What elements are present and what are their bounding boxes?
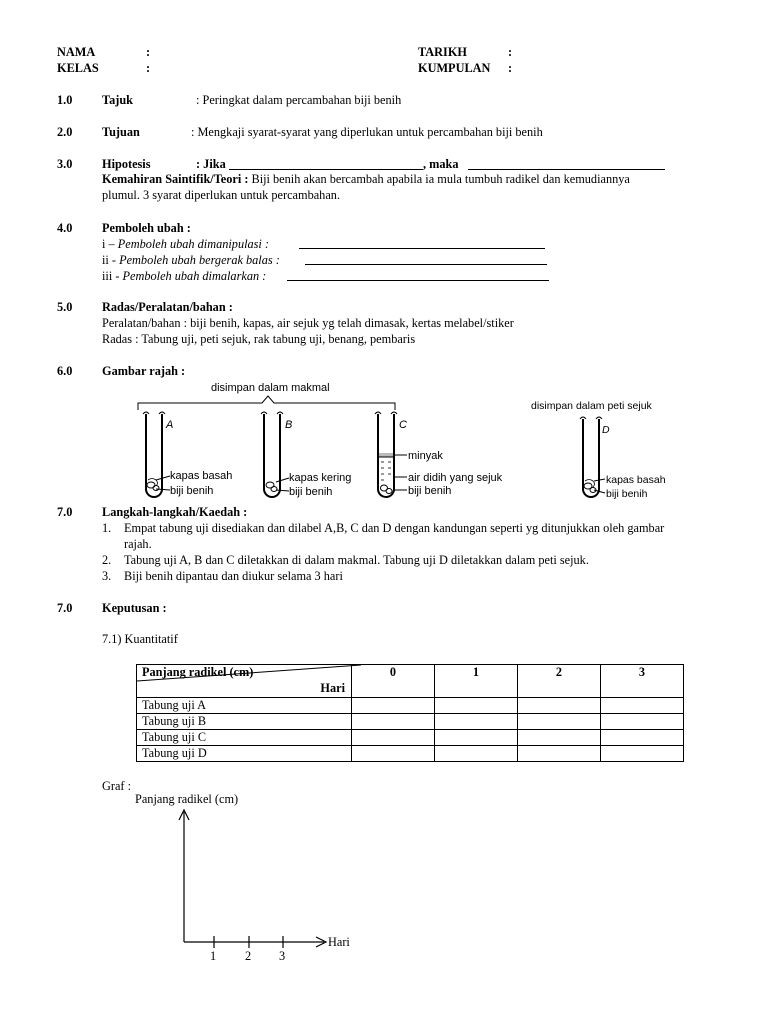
s1-number: 1.0 xyxy=(57,93,73,107)
graph-tick-label: 2 xyxy=(245,949,252,963)
tube-b-label-1: kapas kering xyxy=(289,472,352,484)
s1-heading: Tajuk xyxy=(102,93,133,107)
tube-a-label-1: kapas basah xyxy=(170,470,233,482)
tube-d-label-1: kapas basah xyxy=(606,474,666,486)
s4-heading: Pemboleh ubah : xyxy=(102,221,191,235)
s2-heading: Tujuan xyxy=(102,125,140,139)
s4-item-2-text: Pemboleh ubah bergerak balas : xyxy=(119,253,280,267)
row-label: Tabung uji B xyxy=(137,714,352,730)
s7-step3-text: Biji benih dipantau dan diukur selama 3 hari xyxy=(124,569,343,583)
graph-tick-label: 3 xyxy=(279,949,286,963)
s3-maka: , maka xyxy=(423,157,459,171)
kumpulan-colon: : xyxy=(508,61,513,75)
tube-a-letter: A xyxy=(166,419,174,431)
s3-heading: Hipotesis xyxy=(102,157,151,171)
s3-teori-label: Kemahiran Saintifik/Teori : xyxy=(102,172,249,186)
s1-text: : Peringkat dalam percambahan biji benih xyxy=(196,93,402,107)
nama-label: NAMA xyxy=(57,45,96,59)
s3-number: 3.0 xyxy=(57,157,73,171)
s4-number: 4.0 xyxy=(57,221,73,235)
tube-c-label-1: air didih yang sejuk xyxy=(408,472,503,484)
s8-number: 7.0 xyxy=(57,601,73,615)
s3-jika: : Jika xyxy=(196,157,226,171)
day-header-3: 3 xyxy=(601,665,684,698)
s4-item-3-text: Pemboleh ubah dimalarkan : xyxy=(122,269,267,283)
tarikh-label: TARIKH xyxy=(418,45,467,59)
kelas-label: KELAS xyxy=(57,61,99,75)
tube-c-letter: C xyxy=(399,419,407,431)
s4-item-1-prefix: i – xyxy=(102,237,118,251)
tube-d-label-2: biji benih xyxy=(606,488,648,500)
s7-step3-number: 3. xyxy=(102,569,112,583)
s4-item-2-prefix: ii - xyxy=(102,253,120,267)
nama-colon: : xyxy=(146,45,151,59)
s7-step1-line2: rajah. xyxy=(124,537,152,551)
kelas-colon: : xyxy=(146,61,151,75)
s6-number: 6.0 xyxy=(57,364,73,378)
s7-heading: Langkah-langkah/Kaedah : xyxy=(102,505,248,519)
tube-c-label-2: biji benih xyxy=(408,485,452,497)
s5-line1: Peralatan/bahan : biji benih, kapas, air sejuk yg telah dimasak, kertas melabel/stiker xyxy=(102,316,514,330)
row-label: Tabung uji A xyxy=(137,698,352,714)
s2-text: : Mengkaji syarat-syarat yang diperlukan untuk percambahan biji benih xyxy=(191,125,543,139)
s3-teori-text2: plumul. 3 syarat diperlukan untuk percambahan. xyxy=(102,188,341,202)
s5-heading: Radas/Peralatan/bahan : xyxy=(102,300,233,314)
day-header-1: 1 xyxy=(435,665,518,698)
s6-heading: Gambar rajah : xyxy=(102,364,186,378)
s5-line2: Radas : Tabung uji, peti sejuk, rak tabung uji, benang, pembaris xyxy=(102,332,416,346)
corner-top-label: Panjang radikel (cm) xyxy=(142,665,254,679)
tarikh-colon: : xyxy=(508,45,513,59)
s8-subheading: 7.1) Kuantitatif xyxy=(102,632,178,646)
s4-item-3-prefix: iii - xyxy=(102,269,123,283)
peti-label: disimpan dalam peti sejuk xyxy=(531,400,652,412)
s7-step1-number: 1. xyxy=(102,521,112,535)
tube-b-label-2: biji benih xyxy=(289,486,333,498)
row-label: Tabung uji C xyxy=(137,730,352,746)
tube-c-label-0: minyak xyxy=(408,450,443,462)
s7-step2-text: Tabung uji A, B dan C diletakkan di dalam makmal. Tabung uji D diletakkan dalam peti sejuk. xyxy=(124,553,589,567)
s2-number: 2.0 xyxy=(57,125,73,139)
tube-b-letter: B xyxy=(285,419,293,431)
s4-item-1-text: Pemboleh ubah dimanipulasi : xyxy=(117,237,270,251)
corner-bottom-label: Hari xyxy=(320,681,345,695)
makmal-label: disimpan dalam makmal xyxy=(211,382,330,394)
s7-step2-number: 2. xyxy=(102,553,112,567)
s7-step1-line1: Empat tabung uji disediakan dan dilabel A,B, C dan D dengan kandungan seperti yg ditunjukkan oleh gambar xyxy=(124,521,665,535)
tube-a-label-2: biji benih xyxy=(170,485,214,497)
tube-d-letter: D xyxy=(602,424,610,436)
s3-teori-text1: Biji benih akan bercambah apabila ia mula tumbuh radikel dan kemudiannya xyxy=(248,172,630,186)
s5-number: 5.0 xyxy=(57,300,73,314)
kumpulan-label: KUMPULAN xyxy=(418,61,491,75)
day-header-0: 0 xyxy=(352,665,435,698)
graph-x-label: Hari xyxy=(328,935,350,949)
graf-label: Graf : xyxy=(102,779,132,793)
day-header-2: 2 xyxy=(518,665,601,698)
s7-number: 7.0 xyxy=(57,505,73,519)
row-label: Tabung uji D xyxy=(137,746,352,762)
graph-tick-label: 1 xyxy=(210,949,217,963)
graph-y-label: Panjang radikel (cm) xyxy=(135,792,239,806)
s8-heading: Keputusan : xyxy=(102,601,167,615)
